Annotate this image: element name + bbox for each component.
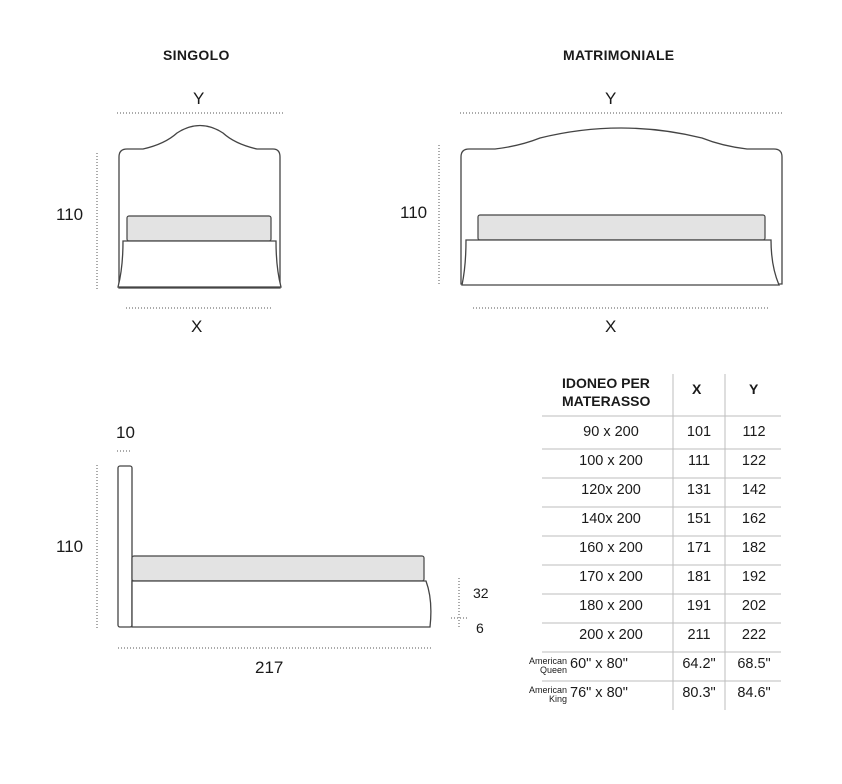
table-header-x: X — [692, 381, 702, 397]
row-size-note-line1: American — [528, 685, 567, 695]
row-mattress-size: 160 x 200 — [579, 540, 643, 556]
row-y-value: 192 — [741, 569, 767, 585]
singolo-y-label: Y — [193, 89, 205, 108]
table-header-mattress-line2: MATERASSO — [562, 393, 651, 409]
row-y-value: 68.5" — [737, 656, 771, 672]
side-headboard — [118, 466, 132, 627]
row-y-value: 122 — [741, 453, 767, 469]
row-y-value: 202 — [741, 598, 767, 614]
row-y-value: 162 — [741, 511, 767, 527]
row-x-value: 191 — [686, 598, 712, 614]
row-mattress-size: 140x 200 — [581, 511, 641, 527]
row-mattress-size: 100 x 200 — [579, 453, 643, 469]
row-mattress-size: 180 x 200 — [579, 598, 643, 614]
row-y-value: 222 — [741, 627, 767, 643]
matrimoniale-mattress — [478, 215, 765, 240]
row-mattress-size: 60" x 80" — [570, 656, 628, 672]
row-y-value: 142 — [741, 482, 767, 498]
row-mattress-size: 170 x 200 — [579, 569, 643, 585]
row-mattress-size: 120x 200 — [581, 482, 641, 498]
row-y-value: 84.6" — [737, 685, 771, 701]
singolo-title: SINGOLO — [163, 47, 230, 63]
headboard-thickness-label: 10 — [116, 423, 135, 442]
row-x-value: 101 — [686, 424, 712, 440]
matrimoniale-front-view — [439, 113, 784, 308]
row-size-note-line2: Queen — [539, 665, 567, 675]
row-mattress-size: 200 x 200 — [579, 627, 643, 643]
singolo-mattress — [127, 216, 271, 241]
mattress-height-label: 32 — [473, 585, 489, 601]
singolo-x-label: X — [191, 317, 203, 336]
row-mattress-size: 90 x 200 — [583, 424, 639, 440]
row-x-value: 211 — [687, 627, 711, 643]
side-length-label: 217 — [255, 658, 284, 677]
matrimoniale-x-label: X — [605, 317, 617, 336]
matrimoniale-y-label: Y — [605, 89, 617, 108]
row-x-value: 171 — [686, 540, 712, 556]
row-x-value: 131 — [686, 482, 712, 498]
row-size-note-line2: King — [548, 694, 567, 704]
side-bed-base — [132, 581, 431, 627]
side-mattress — [132, 556, 424, 581]
row-x-value: 111 — [687, 453, 711, 469]
row-size-note-line1: American — [528, 656, 567, 666]
row-x-value: 151 — [686, 511, 712, 527]
side-view — [97, 451, 467, 648]
matrimoniale-bed-base — [462, 240, 779, 285]
row-x-value: 64.2" — [682, 656, 716, 672]
matrimoniale-title: MATRIMONIALE — [563, 47, 675, 63]
feet-height-label: 6 — [476, 620, 484, 636]
row-x-value: 80.3" — [682, 685, 716, 701]
side-height-label: 110 — [56, 537, 84, 556]
row-y-value: 182 — [741, 540, 767, 556]
row-size-note — [505, 657, 567, 675]
singolo-front-view — [97, 113, 283, 308]
table-header-mattress-line1: IDONEO PER — [562, 375, 650, 391]
singolo-bed-base — [118, 241, 281, 287]
row-y-value: 112 — [742, 424, 766, 440]
table-header-mattress — [562, 374, 650, 410]
singolo-height-label: 110 — [56, 205, 84, 224]
row-x-value: 181 — [686, 569, 712, 585]
row-mattress-size: 76" x 80" — [570, 685, 628, 701]
row-size-note — [505, 686, 567, 704]
table-header-y: Y — [749, 381, 759, 397]
matrimoniale-height-label: 110 — [400, 203, 428, 222]
